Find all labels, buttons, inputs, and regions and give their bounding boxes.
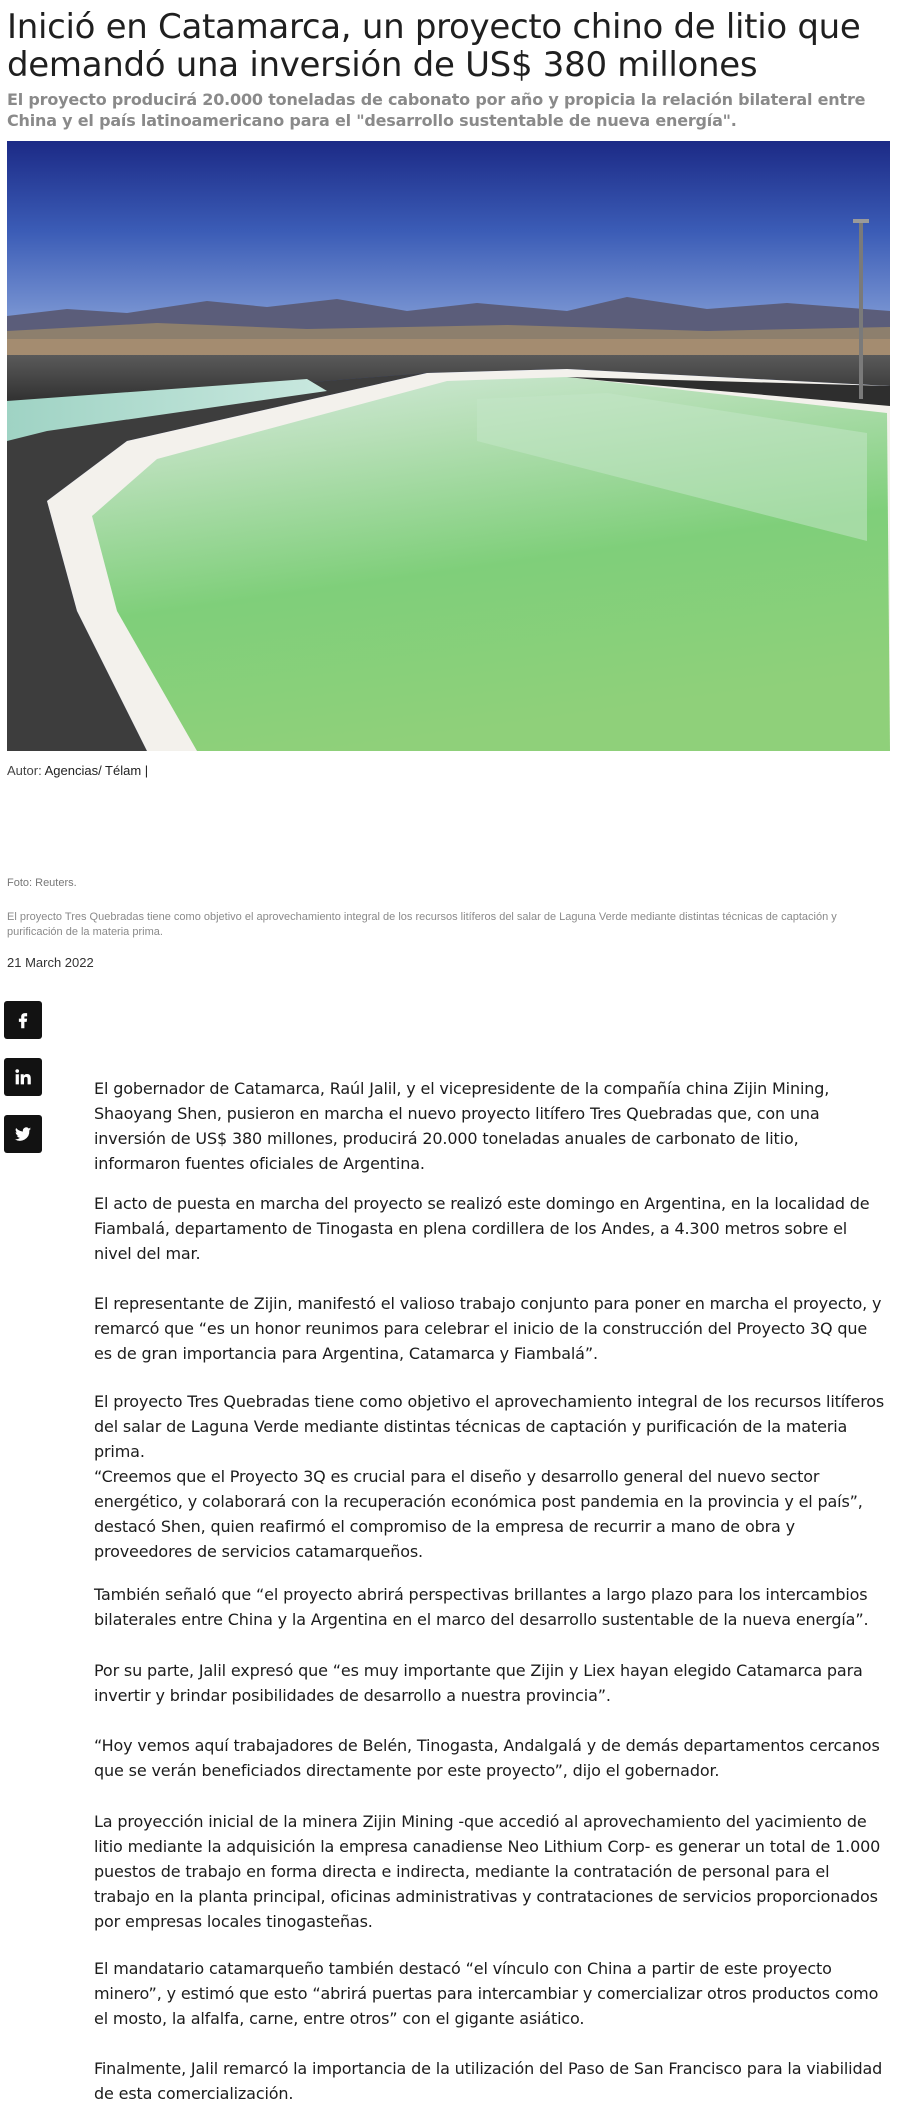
article-paragraph: El acto de puesta en marcha del proyecto se realizó este domingo en Argentina, en la localidad de Fiambalá, departamento de Tinogasta en plena cordillera de los Andes, a 4.300 metros sobre el nivel del mar. [94,1194,870,1263]
article-paragraph: El gobernador de Catamarca, Raúl Jalil, y el vicepresidente de la compañía china Zijin Mining, Shaoyang Shen, pusieron en marcha el nuevo proyecto litífero Tres Quebradas que, con una inversión de US$ 380 millones, producirá 20.000 toneladas anuales de carbonato de litio, informaron fuentes oficiales de Argentina. [94,1079,830,1173]
article-paragraph: El proyecto Tres Quebradas tiene como objetivo el aprovechamiento integral de los recursos litíferos del salar de Laguna Verde mediante distintas técnicas de captación y purificación de la materia prima. [94,1392,885,1461]
linkedin-icon [12,1066,34,1088]
share-twitter-button[interactable] [4,1115,42,1153]
article-paragraph: Finalmente, Jalil remarcó la importancia de la utilización del Paso de San Francisco para la viabilidad de esta comercialización. [94,2059,883,2103]
author-line [7,763,148,778]
publish-date: 21 March 2022 [7,955,94,970]
twitter-icon [12,1123,34,1145]
share-linkedin-button[interactable] [4,1058,42,1096]
article-paragraph: También señaló que “el proyecto abrirá perspectivas brillantes a largo plazo para los intercambios bilaterales entre China y la Argentina en el marco del desarrollo sustentable de la nueva energía”. [94,1585,869,1629]
article-paragraph: El representante de Zijin, manifestó el valioso trabajo conjunto para poner en marcha el proyecto, y remarcó que “es un honor reunimos para celebrar el inicio de la construcción del Proyecto 3Q que es de gran importancia para Argentina, Catamarca y Fiambalá”. [94,1294,882,1363]
article-paragraph: “Creemos que el Proyecto 3Q es crucial para el diseño y desarrollo general del nuevo sector energético, y colaborará con la recuperación económica post pandemia en la provincia y el país”, destacó Shen, quien reafirmó el compromiso de la empresa de recurrir a mano de obra y proveedores de servicios catamarqueños. [94,1467,863,1561]
article-paragraph: “Hoy vemos aquí trabajadores de Belén, Tinogasta, Andalgalá y de demás departamentos cercanos que se verán beneficiados directamente por este proyecto”, dijo el gobernador. [94,1736,880,1780]
share-facebook-button[interactable] [4,1001,42,1039]
article-subheadline: El proyecto producirá 20.000 toneladas de cabonato por año y propicia la relación bilateral entre China y el país latinoamericano para el "desarrollo sustentable de nueva energía". [7,90,866,130]
author-label: Autor: [7,763,42,778]
article-headline: Inició en Catamarca, un proyecto chino de litio que demandó una inversión de US$ 380 millones [7,7,861,85]
lithium-pond-photo [7,141,890,751]
article-paragraph: Por su parte, Jalil expresó que “es muy importante que Zijin y Liex hayan elegido Catamarca para invertir y brindar posibilidades de desarrollo a nuestra provincia”. [94,1661,863,1705]
photo-caption: El proyecto Tres Quebradas tiene como objetivo el aprovechamiento integral de los recursos litíferos del salar de Laguna Verde mediante distintas técnicas de captación y purificación de la materia prima. [7,911,837,938]
article-paragraph: La proyección inicial de la minera Zijin Mining -que accedió al aprovechamiento del yacimiento de litio mediante la adquisición la empresa canadiense Neo Lithium Corp- es generar un total de 1.000 puestos de trabajo en forma directa e indirecta, mediante la contratación de personal para el trabajo en la planta principal, oficinas administrativas y contrataciones de servicios proporcionados por empresas locales tinogasteñas. [94,1812,881,1931]
author-name[interactable]: Agencias/ Télam | [44,763,149,778]
facebook-icon [12,1009,34,1031]
article-paragraph: El mandatario catamarqueño también destacó “el vínculo con China a partir de este proyecto minero”, y estimó que esto “abrirá puertas para intercambiar y comercializar otros productos como el mosto, la alfalfa, carne, entre otros” con el gigante asiático. [94,1959,879,2028]
photo-credit: Foto: Reuters. [7,877,77,889]
